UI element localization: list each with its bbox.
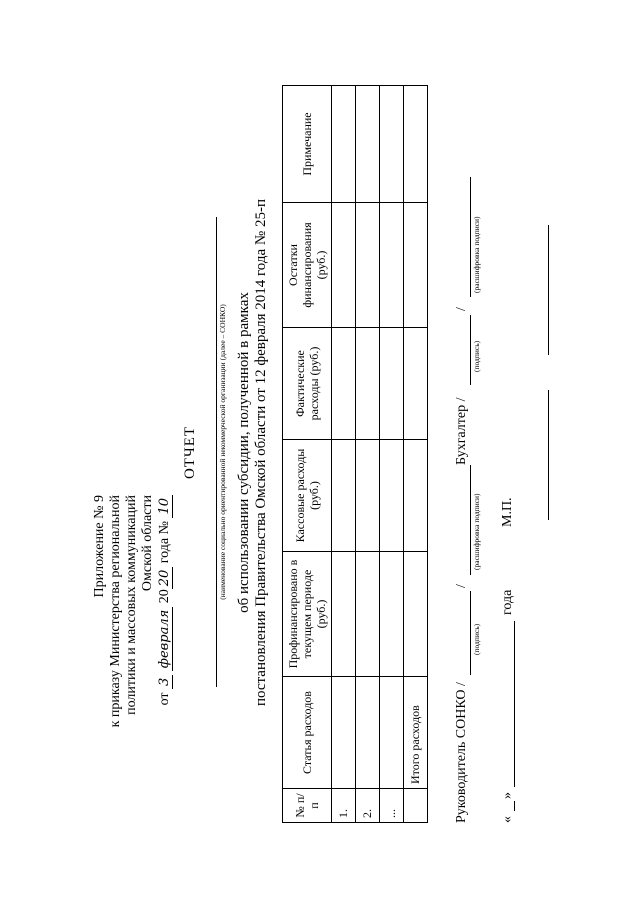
report-title: ОТЧЕТ [182, 425, 198, 480]
table-cell: ... [380, 789, 404, 823]
table-cell [356, 440, 380, 552]
table-row [380, 86, 404, 823]
head-signature-caption: (подпись) [472, 623, 481, 655]
table-cell [332, 86, 356, 203]
header-note: Примечание [283, 86, 332, 203]
table-cell [356, 86, 380, 203]
table-row [356, 86, 380, 823]
table-cell [404, 203, 428, 328]
table-cell [404, 440, 428, 552]
accountant-slash: / [454, 307, 469, 311]
header-financed: Профинансировано в текущем периоде (руб.) [283, 552, 332, 677]
appendix-number: Приложение № 9 [92, 495, 107, 598]
table-cell [332, 440, 356, 552]
organization-name-line [216, 217, 217, 687]
date-prefix: от [157, 692, 172, 706]
appendix-ministry-line: политики и массовых коммуникаций [124, 495, 139, 715]
expenses-table [282, 85, 428, 823]
table-cell [332, 328, 356, 440]
handwritten-day: 3 [157, 675, 173, 689]
table-cell [380, 328, 404, 440]
table-cell [404, 328, 428, 440]
table-cell [356, 552, 380, 677]
handwritten-month: февраля [157, 607, 173, 671]
date-year-prefix: 20 [157, 589, 172, 604]
stamp-mark: М.П. [500, 497, 515, 527]
date-day-line [514, 801, 515, 811]
date-open-quote: « [500, 816, 515, 823]
appendix-date-line [157, 495, 173, 705]
table-cell [356, 677, 380, 789]
header-remaining-funds: Остатки финансирования (руб.) [283, 203, 332, 328]
table-cell [380, 552, 404, 677]
header-actual-expenses: Фактические расходы (руб.) [283, 328, 332, 440]
table-cell [356, 203, 380, 328]
accountant-signature-label: Бухгалтер / [454, 397, 469, 465]
accountant-signature-line [470, 315, 471, 385]
head-slash: / [454, 584, 469, 588]
organization-caption: (наименование социально ориентированной некоммерческой организации (далее – СОНКО) [218, 304, 227, 600]
total-label: Итого расходов [404, 677, 428, 789]
table-cell [332, 677, 356, 789]
table-cell [380, 86, 404, 203]
accountant-decoding-line [470, 177, 471, 297]
table-cell [332, 203, 356, 328]
table-total-row [404, 86, 428, 823]
report-subtitle-line1: об использовании субсидии, полученной в рамках [236, 292, 252, 613]
accountant-signature-caption: (подпись) [472, 340, 481, 372]
extra-line-2 [548, 225, 549, 355]
head-decoding-caption: (расшифровка подписи) [472, 493, 481, 570]
date-month-line [514, 621, 515, 787]
appendix-region-line: Омской области [140, 495, 155, 592]
accountant-decoding-caption: (расшифровка подписи) [472, 216, 481, 293]
head-decoding-line [470, 465, 471, 575]
header-number: № п/п [283, 789, 332, 823]
header-cash-expenses: Кассовые расходы (руб.) [283, 440, 332, 552]
table-cell [380, 677, 404, 789]
table-cell [404, 552, 428, 677]
date-close-quote: » [500, 792, 515, 799]
head-signature-label: Руководитель СОНКО / [454, 682, 469, 823]
table-cell [404, 86, 428, 203]
table-cell [404, 789, 428, 823]
table-cell [332, 552, 356, 677]
table-cell: 1. [332, 789, 356, 823]
appendix-order-line: к приказу Министерства региональной [108, 495, 123, 728]
table-cell: 2. [356, 789, 380, 823]
header-expense-item: Статья расходов [283, 677, 332, 789]
table-header-row [283, 86, 332, 823]
table-cell [380, 440, 404, 552]
table-cell [356, 328, 380, 440]
date-suffix: года № [157, 521, 172, 564]
year-word: года [500, 589, 515, 615]
handwritten-order-number: 10 [157, 495, 173, 518]
report-subtitle-line2: постановления Правительства Омской области от 12 февраля 2014 года № 25-п [253, 199, 269, 706]
head-signature-line [470, 591, 471, 675]
extra-line-1 [548, 390, 549, 520]
table-row [332, 86, 356, 823]
table-cell [380, 203, 404, 328]
handwritten-year: 20 [157, 567, 173, 590]
